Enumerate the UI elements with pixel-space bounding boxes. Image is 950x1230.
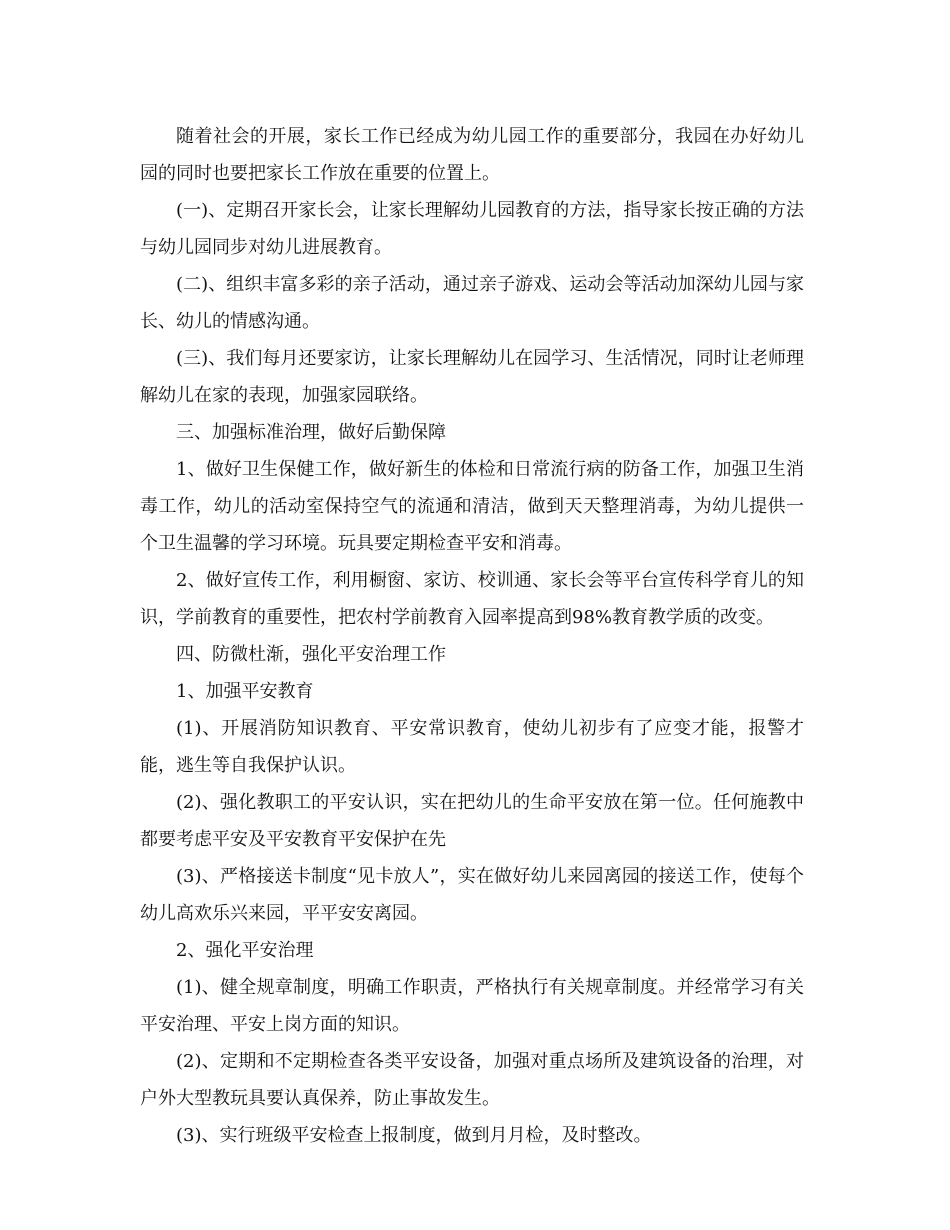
paragraph-intro: 随着社会的开展，家长工作已经成为幼儿园工作的重要部分，我园在办好幼儿园的同时也要把家长工作放在重要的位置上。 [140,126,804,184]
paragraph-item-2: (二)、组织丰富多彩的亲子活动，通过亲子游戏、运动会等活动加深幼儿园与家长、幼儿的情感沟通。 [140,274,804,332]
paragraph-item-3: (三)、我们每月还要家访，让家长理解幼儿在园学习、生活情况，同时让老师理解幼儿在家的表现，加强家园联络。 [140,348,804,406]
section-heading-3: 三、加强标准治理，做好后勤保障 [176,422,446,443]
document-body [140,118,804,1154]
section-heading-4: 四、防微杜渐，强化平安治理工作 [176,644,446,665]
paragraph-safety-3: (3)、严格接送卡制度“见卡放人”，实在做好幼儿来园离园的接送工作，使每个幼儿高欢乐兴来园，平平安安离园。 [140,866,804,924]
paragraph-publicity: 2、做好宣传工作，利用橱窗、家访、校训通、家长会等平台宣传科学育儿的知识，学前教育的重要性，把农村学前教育入园率提高到98%教育教学质的改变。 [140,570,804,628]
paragraph-safety-2: (2)、强化教职工的平安认识，实在把幼儿的生命平安放在第一位。任何施教中都要考虑平安及平安教育平安保护在先 [140,792,804,850]
paragraph-item-1: (一)、定期召开家长会，让家长理解幼儿园教育的方法，指导家长按正确的方法与幼儿园同步对幼儿进展教育。 [140,200,804,258]
paragraph-management-3: (3)、实行班级平安检查上报制度，做到月月检，及时整改。 [176,1125,652,1146]
paragraph-safety-1: (1)、开展消防知识教育、平安常识教育，使幼儿初步有了应变才能，报警才能，逃生等自我保护认识。 [140,718,804,776]
paragraph-health: 1、做好卫生保健工作，做好新生的体检和日常流行病的防备工作，加强卫生消毒工作，幼儿的活动室保持空气的流通和清洁，做到天天整理消毒，为幼儿提供一个卫生温馨的学习环境。玩具要定期检查平安和消毒。 [140,459,804,554]
subheading-safety-education: 1、加强平安教育 [176,681,314,702]
subheading-safety-management: 2、强化平安治理 [176,940,314,961]
paragraph-management-1: (1)、健全规章制度，明确工作职责，严格执行有关规章制度。并经常学习有关平安治理、平安上岗方面的知识。 [140,977,804,1035]
paragraph-management-2: (2)、定期和不定期检查各类平安设备，加强对重点场所及建筑设备的治理，对户外大型教玩具要认真保养，防止事故发生。 [140,1051,804,1109]
